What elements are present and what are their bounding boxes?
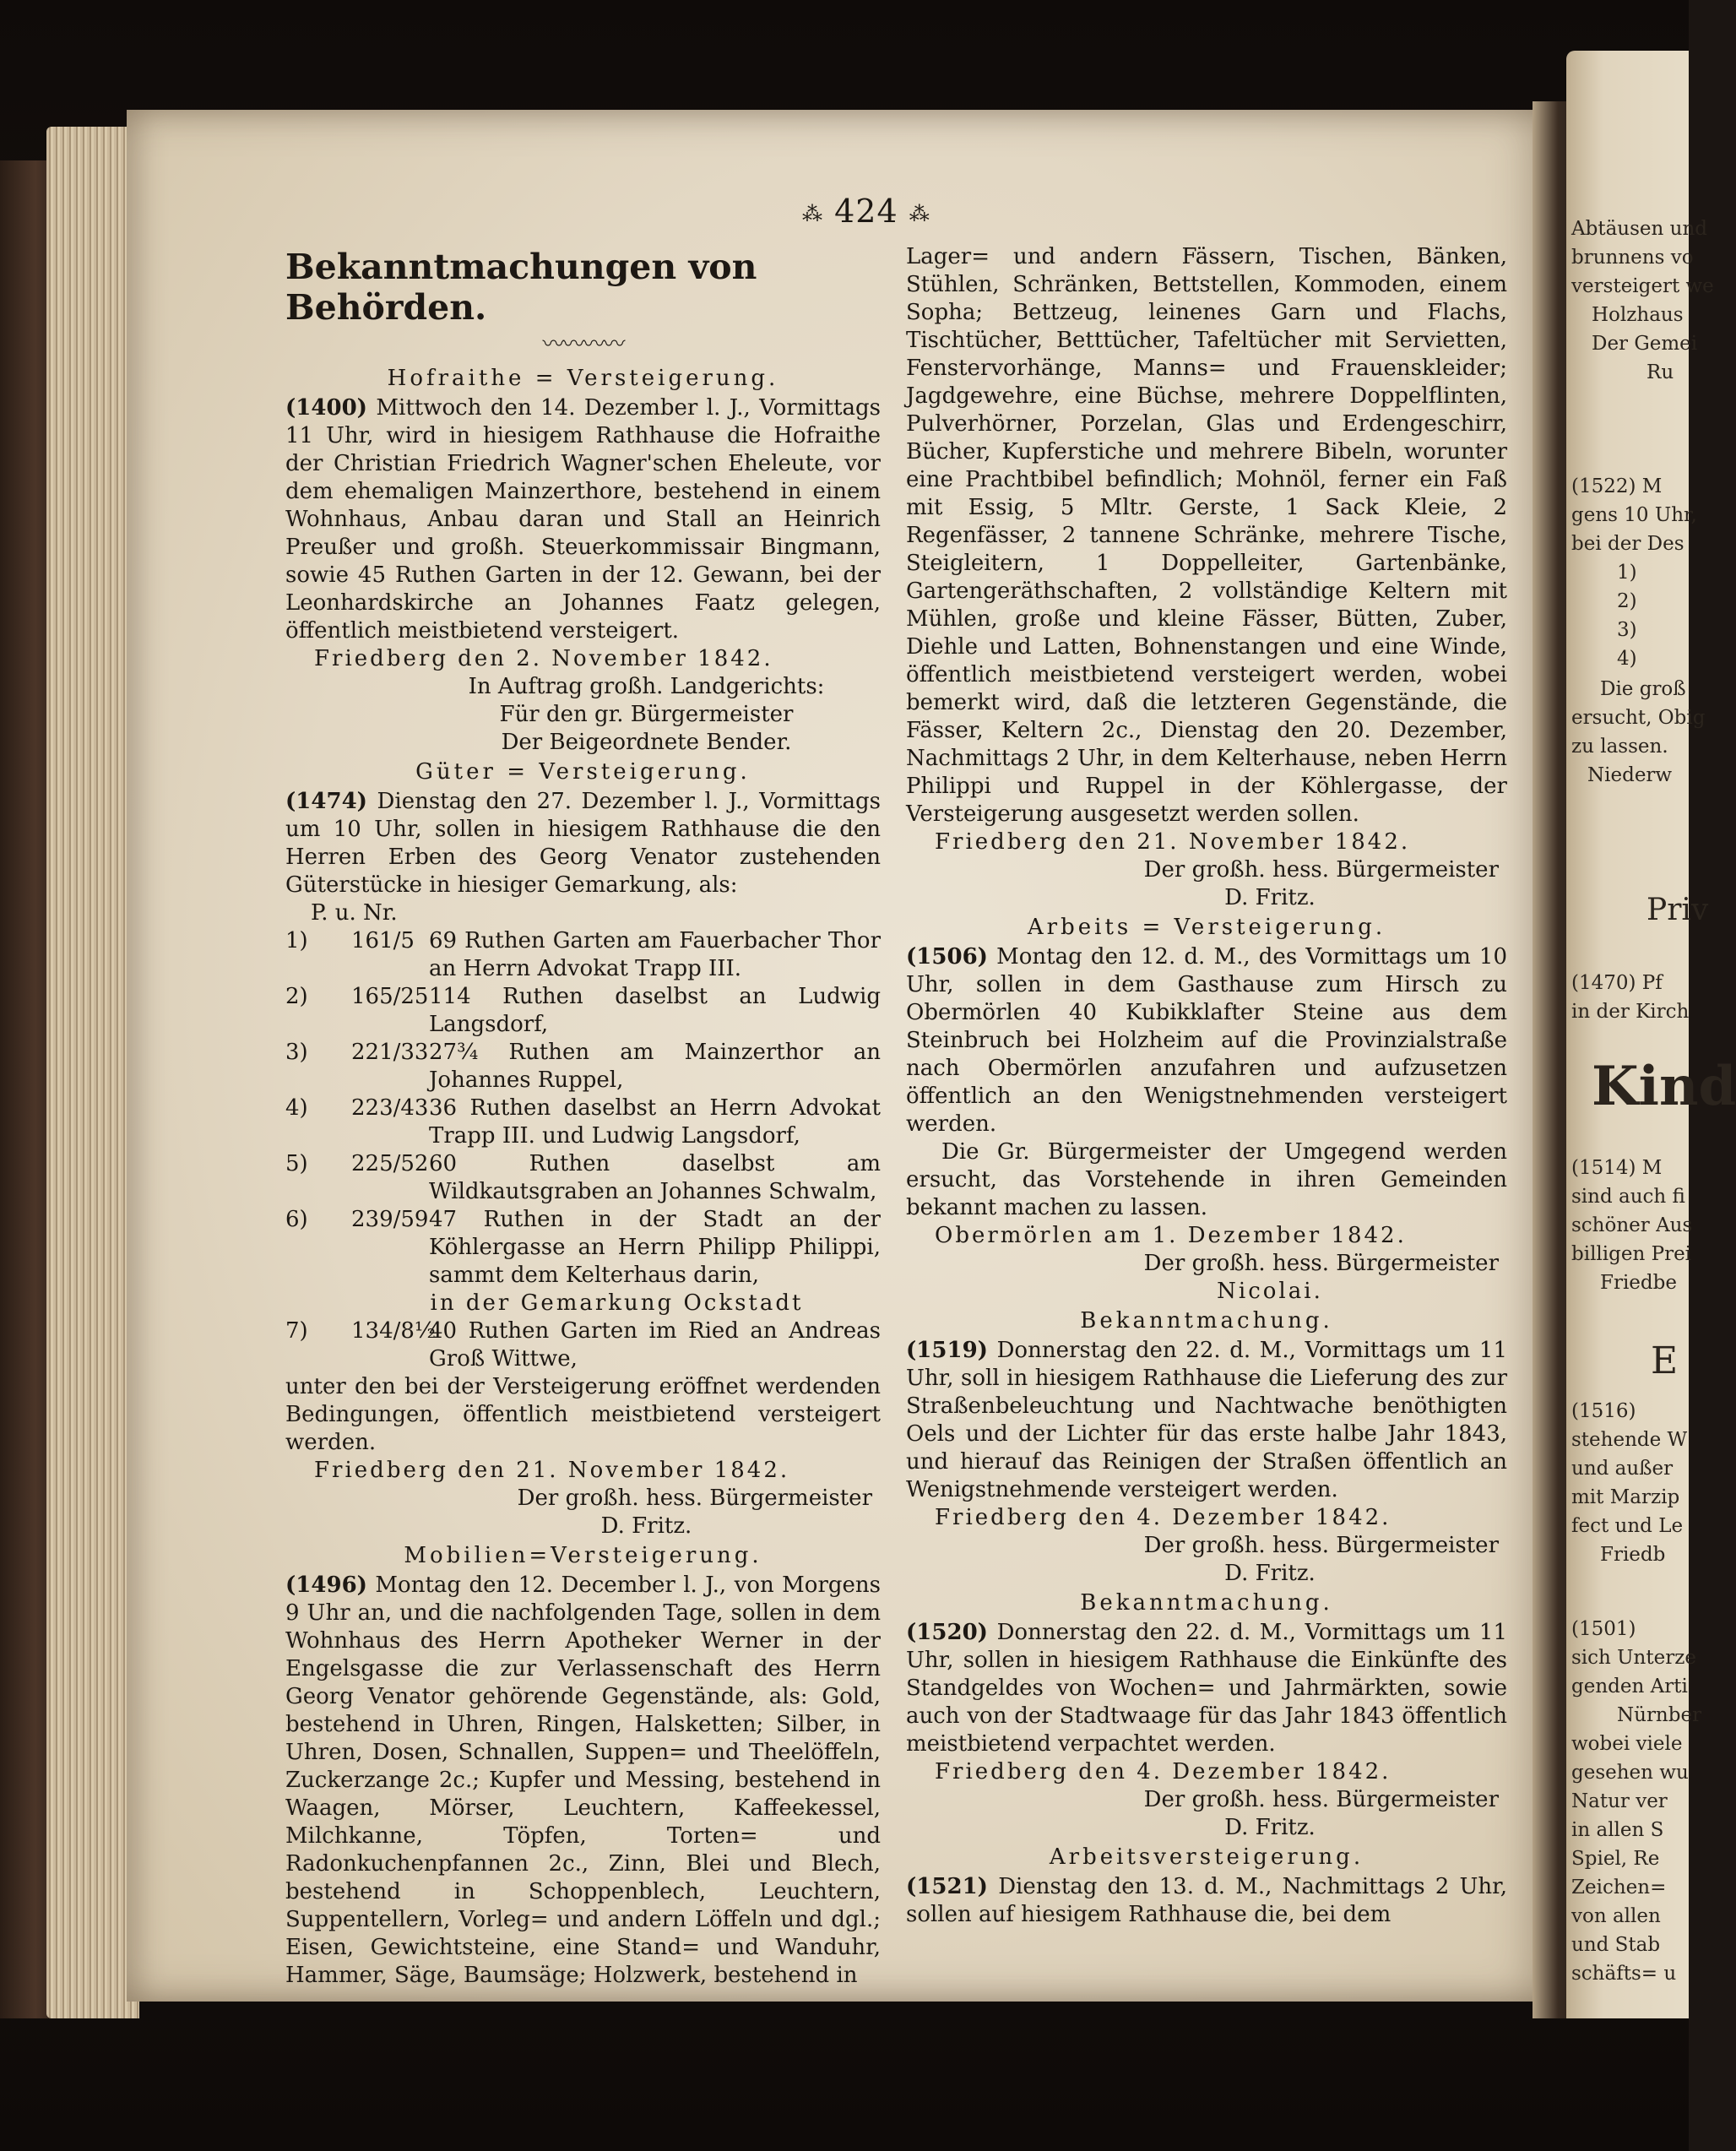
notice-number: (1474) bbox=[285, 789, 367, 814]
parcel-index: 1) bbox=[285, 928, 308, 953]
facing-line: gens 10 Uhr, bbox=[1571, 504, 1697, 526]
parcel-number: 165/25 bbox=[351, 984, 429, 1009]
page-number bbox=[802, 193, 930, 230]
notice-body bbox=[906, 1873, 1507, 1929]
parcel-number: 223/43 bbox=[351, 1095, 429, 1121]
page-number-text: 424 bbox=[834, 193, 898, 230]
notice-signature: Der großh. hess. Bürgermeister bbox=[1143, 1533, 1499, 1558]
parcel-number: 134/8½ bbox=[351, 1318, 437, 1344]
notice-signature: In Auftrag großh. Landgerichts: bbox=[468, 674, 825, 699]
parcel-text: 36 Ruthen daselbst an Herrn Advokat Trapp III. und Ludwig Langsdorf, bbox=[429, 1095, 881, 1149]
facing-line: Der Gemei bbox=[1592, 333, 1698, 355]
facing-line: und außer bbox=[1571, 1458, 1674, 1480]
parcel-number: 161/5 bbox=[351, 928, 415, 953]
facing-line: Friedb bbox=[1600, 1544, 1666, 1566]
facing-line: 3) bbox=[1617, 619, 1637, 641]
notice-title: Mobilien=Versteigerung. bbox=[404, 1543, 762, 1568]
parcel-index: 7) bbox=[285, 1318, 308, 1344]
notice-text: Mittwoch den 14. Dezember l. J., Vormittags 11 Uhr, wird in hiesigem Rathhause die Hofraithe der Christian Friedrich Wagner'schen Eheleute, vor dem ehemaligen Mainzerthore, bestehend in einem Wohnhaus, Anbau daran und Stall an Heinrich Preußer und großh. Steuerkommissair Bingmann, sowie 45 Ruthen Garten in der 12. Gewann, bei der Leonhardskirche an Johannes Faatz gelegen, öffentlich meistbietend versteigert. bbox=[285, 395, 882, 644]
notice-title: Arbeitsversteigerung. bbox=[1049, 1844, 1364, 1870]
notice-signature: D. Fritz. bbox=[600, 1513, 692, 1539]
notice-text: Donnerstag den 22. d. M., Vormittags um 11 Uhr, sollen in hiesigem Rathhause die Einkünfte des Standgeldes von Wochen= und Jahrmärkten, sowie auch von der Stadtwaage für das Jahr 1843 öffentlich meistbietend verpachtet werden. bbox=[906, 1620, 1508, 1757]
facing-line: bei der Des bbox=[1571, 533, 1684, 555]
facing-line: genden Arti bbox=[1571, 1676, 1688, 1697]
notice-number: (1519) bbox=[906, 1338, 988, 1363]
notice-date: Friedberg den 21. November 1842. bbox=[314, 1458, 790, 1483]
notice-date: Friedberg den 4. Dezember 1842. bbox=[935, 1505, 1392, 1530]
notice-number: (1520) bbox=[906, 1620, 988, 1645]
facing-line: mit Marzip bbox=[1571, 1486, 1680, 1508]
parcel-item bbox=[285, 1150, 881, 1206]
notice-signature: Nicolai. bbox=[1217, 1279, 1323, 1304]
facing-line: und Stab bbox=[1571, 1934, 1661, 1956]
parcel-item bbox=[285, 927, 881, 983]
notice-signature: Der großh. hess. Bürgermeister bbox=[1143, 1251, 1499, 1276]
parcel-index: 5) bbox=[285, 1151, 308, 1176]
facing-line: Kind bbox=[1592, 1055, 1736, 1118]
left-column bbox=[285, 247, 881, 1990]
facing-line: stehende W bbox=[1571, 1429, 1688, 1451]
facing-line: Natur ver bbox=[1571, 1790, 1668, 1812]
parcel-text: 114 Ruthen daselbst an Ludwig Langsdorf, bbox=[429, 984, 881, 1037]
page-edges bbox=[46, 127, 139, 2018]
notice-title: Arbeits = Versteigerung. bbox=[1027, 915, 1386, 940]
parcel-item bbox=[285, 1206, 881, 1290]
notice-body bbox=[285, 1572, 881, 1990]
facing-line: billigen Prei bbox=[1571, 1243, 1692, 1265]
notice-text: Die Gr. Bürgermeister der Umgegend werden ersucht, das Vorstehende in ihren Gemeinden bekannt machen zu lassen. bbox=[906, 1139, 1507, 1220]
parcel-text: 60 Ruthen daselbst am Wildkautsgraben an Johannes Schwalm, bbox=[429, 1151, 881, 1204]
facing-line: (1516) bbox=[1571, 1400, 1636, 1422]
parcel-item bbox=[285, 1317, 881, 1373]
notice-text: Montag den 12. December l. J., von Morgens 9 Uhr an, und die nachfolgenden Tage, sollen in dem Wohnhaus des Herrn Apotheker Werner in der Engelsgasse die zur Verlassenschaft des Herrn Georg Venator gehörende Gegenstände, als: Gold, bestehend in Uhren, Ringen, Halsketten; Silber, in Uhren, Dosen, Schnallen, Suppen= und Theelöffeln, Zuckerzange 2c.; Kupfer und Messing, bestehend in Waagen, Mörser, Leuchtern, Kaffeekessel, Milchkanne, Töpfen, Torten= und Radonkuchenpfannen 2c., Zinn, Blei und Blech, bestehend in Schoppenblech, Leuchtern, Suppentellern, Vorleg= und andern Löffeln und dgl.; Eisen, Gewichtsteine, eine Stand= und Wanduhr, Hammer, Säge, Baumsäge; Holzwerk, bestehend in bbox=[285, 1573, 881, 1988]
notice-text: Dienstag den 27. Dezember l. J., Vormittags um 10 Uhr, sollen in hiesigem Rathhause die den Herren Erben des Georg Venator zustehenden Güterstücke in hiesiger Gemarkung, als: bbox=[285, 789, 881, 898]
parcel-text: 40 Ruthen Garten im Ried an Andreas Groß Wittwe, bbox=[429, 1318, 881, 1372]
facing-line: 1) bbox=[1617, 562, 1637, 584]
notice-date: Friedberg den 4. Dezember 1842. bbox=[935, 1759, 1392, 1784]
notice-date: Obermörlen am 1. Dezember 1842. bbox=[935, 1223, 1407, 1248]
facing-line: gesehen wu bbox=[1571, 1762, 1689, 1784]
right-column bbox=[906, 243, 1507, 1929]
facing-line: Zeichen= bbox=[1571, 1877, 1667, 1898]
facing-line: Abtäusen und bbox=[1571, 218, 1707, 240]
notice-signature: Für den gr. Bürgermeister bbox=[499, 702, 794, 727]
parcel-item bbox=[285, 983, 881, 1039]
facing-line: Priv bbox=[1646, 893, 1709, 927]
facing-line: schäfts= u bbox=[1571, 1963, 1677, 1985]
facing-line: in der Kirch bbox=[1571, 1001, 1690, 1023]
notice-signature: D. Fritz. bbox=[1224, 885, 1316, 910]
notice-title: Bekanntmachung. bbox=[1080, 1590, 1333, 1616]
facing-line: brunnens vo bbox=[1571, 247, 1694, 269]
notice-body bbox=[285, 394, 881, 645]
notice-signature: Der großh. hess. Bürgermeister bbox=[1143, 857, 1499, 883]
notice-title: Güter = Versteigerung. bbox=[415, 759, 751, 785]
notice-number: (1400) bbox=[285, 395, 367, 421]
notice-signature: D. Fritz. bbox=[1224, 1561, 1316, 1586]
notice-body bbox=[285, 788, 881, 899]
notice-text: Montag den 12. d. M., des Vormittags um 10 Uhr, sollen in dem Gasthause zum Hirsch zu Obermörlen 40 Kubikklafter Steine aus dem Steinbruch bei Holzheim auf die Provinzialstraße nach Obermörlen anzufahren und aufzusetzen öffentlich an den Wenigstnehmenden versteigert werden. bbox=[906, 944, 1507, 1137]
facing-line: (1501) bbox=[1571, 1618, 1636, 1640]
parcel-text: 27¾ Ruthen am Mainzerthor an Johannes Ruppel, bbox=[429, 1040, 881, 1093]
parcel-subheading: in der Gemarkung Ockstadt bbox=[430, 1290, 804, 1316]
facing-line: ersucht, Obig bbox=[1571, 707, 1706, 729]
facing-line: Ru bbox=[1646, 361, 1674, 383]
parcel-index: 2) bbox=[285, 984, 308, 1009]
notice-number: (1506) bbox=[906, 944, 988, 970]
facing-line: (1522) M bbox=[1571, 475, 1663, 497]
notice-body bbox=[906, 1619, 1507, 1758]
parcel-number: 221/33 bbox=[351, 1040, 429, 1065]
parcel-item bbox=[285, 1039, 881, 1095]
parcel-text: 47 Ruthen in der Stadt an der Köhlergasse an Herrn Philipp Philippi, sammt dem Kelterhaus darin, bbox=[429, 1207, 881, 1288]
section-heading: Bekanntmachungen von Behörden. bbox=[285, 247, 757, 328]
facing-line: (1514) M bbox=[1571, 1157, 1663, 1179]
parcel-header: P. u. Nr. bbox=[311, 900, 398, 926]
parcel-index: 3) bbox=[285, 1040, 308, 1065]
facing-line: Holzhaus bbox=[1592, 304, 1684, 326]
facing-line: Niederw bbox=[1587, 764, 1673, 786]
facing-line: in allen S bbox=[1571, 1819, 1664, 1841]
facing-page bbox=[1566, 51, 1736, 2018]
notice-signature: Der großh. hess. Bürgermeister bbox=[1143, 1787, 1499, 1812]
notice-signature: Der Beigeordnete Bender. bbox=[501, 730, 792, 755]
notice-signature: Der großh. hess. Bürgermeister bbox=[517, 1486, 872, 1511]
facing-line: schöner Aus bbox=[1571, 1214, 1693, 1236]
facing-line: sind auch fi bbox=[1571, 1186, 1685, 1208]
ornament-icon: ⁂ bbox=[909, 202, 930, 226]
facing-line: versteigert we bbox=[1571, 275, 1714, 297]
ornament-icon: ⁂ bbox=[802, 202, 823, 226]
facing-line: zu lassen. bbox=[1571, 736, 1668, 758]
notice-text: Donnerstag den 22. d. M., Vormittags um 11 Uhr, soll in hiesigem Rathhause die Lieferung des zur Straßenbeleuchtung und Nachtwache benöthigten Oels und der Lichter für das erste halbe Jahr 1843, und hierauf das Reinigen der Straßen öffentlich an Wenigstnehmende versteigert werden. bbox=[906, 1338, 1508, 1502]
parcel-number: 225/52 bbox=[351, 1151, 429, 1176]
facing-line: 4) bbox=[1617, 648, 1637, 670]
notice-body bbox=[906, 1337, 1507, 1504]
notice-text: Lager= und andern Fässern, Tischen, Bänken, Stühlen, Schränken, Bettstellen, Kommoden, einem Sopha; Bettzeug, leinenes Garn und Flachs, Tischtücher, Betttücher, Tafeltücher mit Servietten, Fenstervorhänge, Manns= und Frauenskleider; Jagdgewehre, eine Büchse, mehrere Doppelflinten, Pulverhörner, Porzelan, Glas und Erdengeschirr, Bücher, Kupferstiche und mehrere Bibeln, worunter eine Prachtbibel befindlich; Mohnöl, ferner ein Faß mit Essig, 5 Mltr. Gerste, 1 Sack Kleie, 2 Regenfässer, 2 tannene Schränke, mehrere Tische, Steigleitern, 1 Doppelleiter, Gartenbänke, Gartengeräthschaften, 2 vollständige Keltern mit Mühlen, große und kleine Fässer, Bütten, Zuber, Diehle und Latten, Bohnenstangen und eine Winde, öffentlich meistbietend versteigert werden, wobei bemerkt wird, daß die letzteren Gegenstände, die Fässer, Keltern 2c., Dienstag den 20. Dezember, Nachmittags 2 Uhr, in dem Kelterhause, neben Herrn Philippi und Ruppel in der Köhlergasse, der Versteigerung ausgesetzt werden sollen. bbox=[906, 244, 1507, 827]
facing-line: Nürnber bbox=[1617, 1704, 1702, 1726]
notice-number: (1496) bbox=[285, 1573, 367, 1598]
parcel-index: 4) bbox=[285, 1095, 308, 1121]
notice-date: Friedberg den 2. November 1842. bbox=[314, 646, 773, 671]
facing-line: 2) bbox=[1617, 590, 1637, 612]
notice-text: unter den bei der Versteigerung eröffnet werdenden Bedingungen, öffentlich meistbietend versteigert werden. bbox=[285, 1374, 881, 1455]
facing-line: von allen bbox=[1571, 1905, 1661, 1927]
facing-line: (1470) Pf bbox=[1571, 972, 1663, 994]
notice-signature: D. Fritz. bbox=[1224, 1815, 1316, 1840]
facing-line: Die groß bbox=[1600, 678, 1686, 700]
facing-line: sich Unterze bbox=[1571, 1647, 1696, 1669]
notice-title: Bekanntmachung. bbox=[1080, 1308, 1333, 1334]
facing-line: Spiel, Re bbox=[1571, 1848, 1660, 1870]
notice-text: Dienstag den 13. d. M., Nachmittags 2 Uhr, sollen auf hiesigem Rathhause die, bei dem bbox=[906, 1874, 1508, 1927]
facing-line: E bbox=[1651, 1339, 1679, 1382]
notice-title: Hofraithe = Versteigerung. bbox=[387, 366, 779, 391]
facing-line: Friedbe bbox=[1600, 1272, 1677, 1294]
wavy-rule-icon: 〰〰〰〰 bbox=[542, 332, 624, 357]
facing-line: fect und Le bbox=[1571, 1515, 1684, 1537]
parcel-number: 239/59 bbox=[351, 1207, 429, 1232]
parcel-index: 6) bbox=[285, 1207, 308, 1232]
facing-line: wobei viele bbox=[1571, 1733, 1683, 1755]
parcel-text: 69 Ruthen Garten am Fauerbacher Thor an Herrn Advokat Trapp III. bbox=[429, 928, 881, 981]
notice-body bbox=[906, 943, 1507, 1138]
notice-number: (1521) bbox=[906, 1874, 988, 1899]
notice-date: Friedberg den 21. November 1842. bbox=[935, 829, 1411, 855]
parcel-item bbox=[285, 1095, 881, 1150]
